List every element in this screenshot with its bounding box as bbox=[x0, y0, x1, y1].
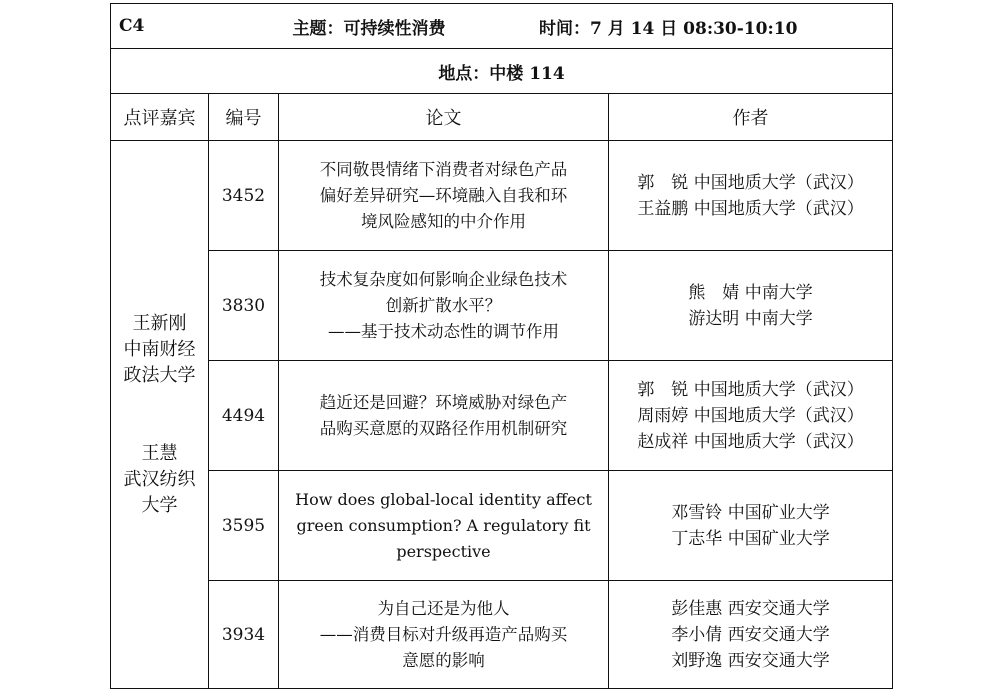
paper-title: 技术复杂度如何影响企业绿色技术 创新扩散水平？ ——基于技术动态性的调节作用 bbox=[279, 251, 609, 361]
paper-authors: 郭 锐 中国地质大学（武汉） 王益鹏 中国地质大学（武汉） bbox=[609, 141, 893, 251]
location-row bbox=[111, 49, 893, 94]
paper-id: 4494 bbox=[209, 361, 279, 471]
reviewer-name: 王慧 bbox=[141, 442, 178, 464]
session-location: 地点：中楼 114 bbox=[111, 49, 893, 94]
session-code: C4 bbox=[119, 16, 145, 36]
paper-id: 3452 bbox=[209, 141, 279, 251]
paper-id: 3934 bbox=[209, 581, 279, 689]
paper-title: 趋近还是回避？环境威胁对绿色产 品购买意愿的双路径作用机制研究 bbox=[279, 361, 609, 471]
table-row bbox=[111, 361, 893, 471]
paper-authors: 熊 婧 中南大学 游达明 中南大学 bbox=[609, 251, 893, 361]
column-header-id: 编号 bbox=[209, 94, 279, 141]
paper-title: 为自己还是为他人 ——消费目标对升级再造产品购买 意愿的影响 bbox=[279, 581, 609, 689]
table-row bbox=[111, 141, 893, 251]
paper-authors: 郭 锐 中国地质大学（武汉） 周雨婷 中国地质大学（武汉） 赵成祥 中国地质大学（武汉） bbox=[609, 361, 893, 471]
column-header-row bbox=[111, 94, 893, 141]
paper-title: How does global-local identity affect green consumption? A regulatory fit perspective bbox=[279, 471, 609, 581]
table-row bbox=[111, 251, 893, 361]
column-header-reviewer: 点评嘉宾 bbox=[111, 94, 209, 141]
column-header-paper: 论文 bbox=[279, 94, 609, 141]
paper-title: 不同敬畏情绪下消费者对绿色产品 偏好差异研究—环境融入自我和环 境风险感知的中介作用 bbox=[279, 141, 609, 251]
table-row bbox=[111, 471, 893, 581]
table-row bbox=[111, 581, 893, 689]
reviewer-org: 中南财经 bbox=[123, 338, 196, 360]
reviewer-cell bbox=[111, 141, 209, 689]
session-table bbox=[110, 3, 893, 689]
reviewer-org: 武汉纺织 bbox=[123, 468, 196, 490]
reviewer-org: 大学 bbox=[141, 494, 178, 516]
paper-authors: 彭佳惠 西安交通大学 李小倩 西安交通大学 刘野逸 西安交通大学 bbox=[609, 581, 893, 689]
paper-authors: 邓雪铃 中国矿业大学 丁志华 中国矿业大学 bbox=[609, 471, 893, 581]
reviewer-org: 政法大学 bbox=[123, 364, 196, 386]
session-time: 时间：7 月 14 日 08:30-10:10 bbox=[539, 18, 798, 39]
paper-id: 3830 bbox=[209, 251, 279, 361]
paper-id: 3595 bbox=[209, 471, 279, 581]
column-header-authors: 作者 bbox=[609, 94, 893, 141]
reviewer-name: 王新刚 bbox=[132, 312, 187, 334]
session-header-row bbox=[111, 4, 893, 49]
session-theme: 主题：可持续性消费 bbox=[292, 18, 446, 39]
